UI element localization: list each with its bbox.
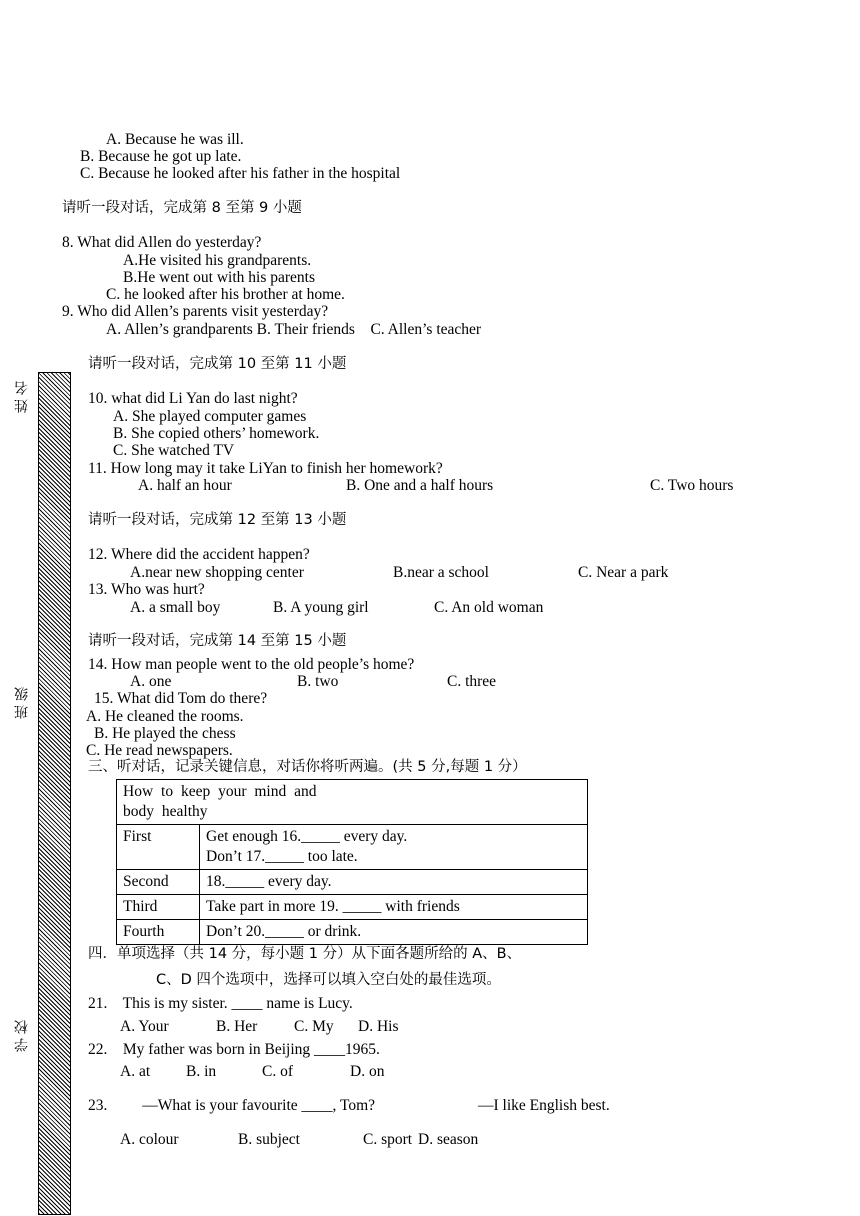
table-row-line: Don’t 17._____ too late. bbox=[206, 848, 358, 865]
q15-option-c: C. He read newspapers. bbox=[86, 742, 233, 759]
q9-question: 9. Who did Allen’s parents visit yesterday? bbox=[62, 303, 329, 320]
binding-label-school: 学校 bbox=[14, 1016, 30, 1052]
q23-option-a: A. colour bbox=[120, 1131, 179, 1148]
binding-label-class: 班级 bbox=[14, 683, 30, 719]
q10-option-a: A. She played computer games bbox=[113, 408, 307, 425]
q8-option-c: C. he looked after his brother at home. bbox=[106, 286, 345, 303]
instruction-12-13: 请听一段对话，完成第 12 至第 13 小题 bbox=[88, 512, 347, 528]
q23-answer: —I like English best. bbox=[478, 1097, 610, 1114]
table-row bbox=[117, 920, 588, 945]
q13-option-a: A. a small boy bbox=[130, 599, 221, 616]
q12-option-b: B.near a school bbox=[393, 564, 489, 581]
q13-option-b: B. A young girl bbox=[273, 599, 369, 616]
q12-option-a: A.near new shopping center bbox=[130, 564, 304, 581]
q7-option-c: C. Because he looked after his father in the hospital bbox=[80, 165, 401, 182]
q14-option-a: A. one bbox=[130, 673, 172, 690]
q12-question: 12. Where did the accident happen? bbox=[88, 546, 310, 563]
q11-question: 11. How long may it take LiYan to finish her homework? bbox=[88, 460, 443, 477]
q13-question: 13. Who was hurt? bbox=[88, 581, 205, 598]
q10-option-b: B. She copied others’ homework. bbox=[113, 425, 320, 442]
q12-option-c: C. Near a park bbox=[578, 564, 669, 581]
q21-option-c: C. My bbox=[294, 1018, 334, 1035]
q11-option-a: A. half an hour bbox=[138, 477, 232, 494]
table-row-label: Second bbox=[117, 870, 200, 895]
table-title-line2: body healthy bbox=[123, 803, 208, 820]
q11-option-c: C. Two hours bbox=[650, 477, 734, 494]
q21-option-d: D. His bbox=[358, 1018, 399, 1035]
q15-question: 15. What did Tom do there? bbox=[94, 690, 268, 707]
table-title-line1: How to keep your mind and bbox=[123, 783, 317, 800]
q23-question: 23. —What is your favourite ____, Tom? bbox=[88, 1097, 376, 1114]
q14-option-b: B. two bbox=[297, 673, 339, 690]
table-row-line: Get enough 16._____ every day. bbox=[206, 828, 408, 845]
table-row-content: Take part in more 19. _____ with friends bbox=[200, 895, 588, 920]
table-row-content: Don’t 20._____ or drink. bbox=[200, 920, 588, 945]
q10-option-c: C. She watched TV bbox=[113, 442, 235, 459]
q15-option-a: A. He cleaned the rooms. bbox=[86, 708, 244, 725]
q21-option-a: A. Your bbox=[120, 1018, 169, 1035]
q11-option-b: B. One and a half hours bbox=[346, 477, 494, 494]
q23-option-b: B. subject bbox=[238, 1131, 300, 1148]
table-row bbox=[117, 825, 588, 870]
table-row bbox=[117, 895, 588, 920]
q9-options: A. Allen’s grandparents B. Their friends C. Allen’s teacher bbox=[106, 321, 482, 338]
q7-option-b: B. Because he got up late. bbox=[80, 148, 242, 165]
table-row bbox=[117, 870, 588, 895]
q21-option-b: B. Her bbox=[216, 1018, 258, 1035]
q22-option-b: B. in bbox=[186, 1063, 217, 1080]
q15-option-b: B. He played the chess bbox=[94, 725, 236, 742]
q8-question: 8. What did Allen do yesterday? bbox=[62, 234, 262, 251]
q14-option-c: C. three bbox=[447, 673, 497, 690]
q8-option-a: A.He visited his grandparents. bbox=[123, 252, 312, 269]
table-row-label: Third bbox=[117, 895, 200, 920]
binding-strip bbox=[38, 372, 71, 1215]
q22-question: 22. My father was born in Beijing ____1965. bbox=[88, 1041, 380, 1058]
q23-option-c: C. sport bbox=[363, 1131, 413, 1148]
q7-option-a: A. Because he was ill. bbox=[106, 131, 244, 148]
table-row-content bbox=[200, 825, 588, 870]
table-title bbox=[117, 780, 588, 825]
instruction-14-15: 请听一段对话，完成第 14 至第 15 小题 bbox=[88, 633, 347, 649]
instruction-10-11: 请听一段对话，完成第 10 至第 11 小题 bbox=[88, 356, 347, 372]
table-title-row bbox=[117, 780, 588, 825]
q22-option-d: D. on bbox=[350, 1063, 385, 1080]
q8-option-b: B.He went out with his parents bbox=[123, 269, 316, 286]
table-row-label: First bbox=[117, 825, 200, 870]
section4-heading-line2: C、D 四个选项中，选择可以填入空白处的最佳选项。 bbox=[156, 972, 501, 988]
binding-label-name: 姓名 bbox=[14, 377, 30, 413]
table-row-content: 18._____ every day. bbox=[200, 870, 588, 895]
q10-question: 10. what did Li Yan do last night? bbox=[88, 390, 298, 407]
q23-option-d: D. season bbox=[418, 1131, 479, 1148]
q22-option-a: A. at bbox=[120, 1063, 151, 1080]
q14-question: 14. How man people went to the old people’s home? bbox=[88, 656, 415, 673]
section4-heading-line1: 四．单项选择（共 14 分，每小题 1 分）从下面各题所给的 A、B、 bbox=[88, 946, 522, 962]
key-info-table bbox=[116, 779, 588, 945]
section3-heading: 三、听对话，记录关键信息，对话你将听两遍。(共 5 分,每题 1 分） bbox=[88, 759, 527, 775]
q13-option-c: C. An old woman bbox=[434, 599, 544, 616]
instruction-8-9: 请听一段对话，完成第 8 至第 9 小题 bbox=[62, 200, 302, 216]
table-row-label: Fourth bbox=[117, 920, 200, 945]
q21-question: 21. This is my sister. ____ name is Lucy. bbox=[88, 995, 353, 1012]
q22-option-c: C. of bbox=[262, 1063, 293, 1080]
